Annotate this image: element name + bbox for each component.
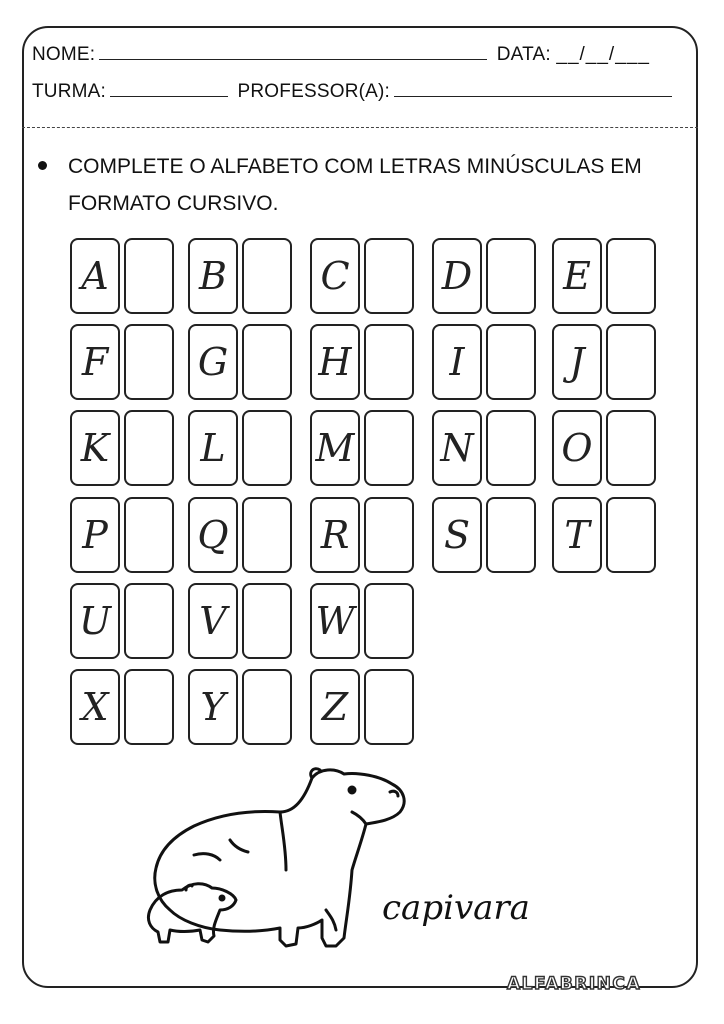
lowercase-answer-box[interactable] <box>606 410 656 486</box>
cursive-letter: H <box>318 340 352 384</box>
uppercase-letter-box <box>432 238 482 314</box>
lowercase-answer-box[interactable] <box>124 583 174 659</box>
cursive-letter: Q <box>197 513 229 557</box>
lowercase-answer-box[interactable] <box>124 497 174 573</box>
lowercase-answer-box[interactable] <box>364 669 414 745</box>
letter-pair <box>70 497 174 573</box>
uppercase-letter-box <box>188 497 238 573</box>
uppercase-letter-box <box>552 410 602 486</box>
uppercase-letter-box <box>188 238 238 314</box>
letter-pair <box>552 238 656 314</box>
lowercase-answer-box[interactable] <box>124 410 174 486</box>
uppercase-letter-box <box>310 324 360 400</box>
lowercase-answer-box[interactable] <box>364 410 414 486</box>
lowercase-answer-box[interactable] <box>242 497 292 573</box>
lowercase-answer-box[interactable] <box>124 324 174 400</box>
lowercase-answer-box[interactable] <box>364 497 414 573</box>
uppercase-letter-box <box>310 410 360 486</box>
uppercase-letter-box <box>552 497 602 573</box>
lowercase-answer-box[interactable] <box>486 238 536 314</box>
letter-pair <box>432 324 536 400</box>
nome-field[interactable] <box>99 58 487 60</box>
uppercase-letter-box <box>188 669 238 745</box>
brand-text: ALFABRINCA <box>506 974 642 994</box>
lowercase-answer-box[interactable] <box>606 324 656 400</box>
letter-pair <box>310 669 414 745</box>
letter-pair <box>310 324 414 400</box>
professor-label: PROFESSOR(A): <box>237 81 391 102</box>
uppercase-letter-box <box>70 497 120 573</box>
turma-field[interactable] <box>110 95 228 97</box>
letter-pair <box>188 497 292 573</box>
lowercase-answer-box[interactable] <box>242 583 292 659</box>
lowercase-answer-box[interactable] <box>242 669 292 745</box>
letter-pair <box>188 669 292 745</box>
cursive-letter: P <box>82 513 108 557</box>
lowercase-answer-box[interactable] <box>242 324 292 400</box>
uppercase-letter-box <box>432 324 482 400</box>
lowercase-answer-box[interactable] <box>242 410 292 486</box>
cursive-letter: F <box>81 340 109 384</box>
capybara-icon <box>130 760 420 975</box>
turma-label: TURMA: <box>32 81 107 102</box>
lowercase-answer-box[interactable] <box>124 238 174 314</box>
uppercase-letter-box <box>432 410 482 486</box>
uppercase-letter-box <box>310 497 360 573</box>
bullet-icon <box>38 161 47 170</box>
cursive-letter: B <box>199 254 227 298</box>
uppercase-letter-box <box>432 497 482 573</box>
letter-pair <box>310 410 414 486</box>
letter-pair <box>310 238 414 314</box>
letter-pair <box>310 497 414 573</box>
letter-pair <box>432 238 536 314</box>
cursive-letter: G <box>197 340 229 384</box>
nome-label: NOME: <box>32 44 96 65</box>
cursive-letter: A <box>81 254 109 298</box>
letter-pair <box>188 324 292 400</box>
cursive-letter: Z <box>321 685 349 729</box>
uppercase-letter-box <box>188 324 238 400</box>
cursive-letter: N <box>440 426 474 470</box>
uppercase-letter-box <box>552 238 602 314</box>
instruction-text: COMPLETE O ALFABETO COM LETRAS MINÚSCULAS EM FORMATO CURSIVO. <box>68 155 642 215</box>
uppercase-letter-box <box>310 669 360 745</box>
lowercase-answer-box[interactable] <box>606 238 656 314</box>
uppercase-letter-box <box>188 410 238 486</box>
cursive-letter: Y <box>200 685 226 729</box>
cursive-letter: D <box>441 254 473 298</box>
cursive-letter: J <box>569 340 585 384</box>
cursive-letter: C <box>320 254 350 298</box>
letter-pair <box>552 497 656 573</box>
lowercase-answer-box[interactable] <box>242 238 292 314</box>
lowercase-answer-box[interactable] <box>364 324 414 400</box>
lowercase-answer-box[interactable] <box>124 669 174 745</box>
uppercase-letter-box <box>70 238 120 314</box>
cursive-letter: K <box>80 426 110 470</box>
turma-row <box>32 81 676 103</box>
alfabrinca-logo <box>498 972 650 994</box>
uppercase-letter-box <box>188 583 238 659</box>
lowercase-answer-box[interactable] <box>606 497 656 573</box>
letter-pair <box>70 583 174 659</box>
header-section <box>22 26 698 128</box>
letter-pair <box>188 238 292 314</box>
letter-pair <box>310 583 414 659</box>
letter-pair <box>432 497 536 573</box>
cursive-letter: X <box>81 685 109 729</box>
cursive-letter: I <box>449 340 465 384</box>
data-label: DATA: <box>496 44 551 65</box>
cursive-letter: T <box>564 513 590 557</box>
cursive-letter: L <box>200 426 226 470</box>
letter-pair <box>70 669 174 745</box>
lowercase-answer-box[interactable] <box>486 324 536 400</box>
cursive-letter: W <box>315 599 355 643</box>
date-field[interactable]: __/__/___ <box>556 44 650 65</box>
lowercase-answer-box[interactable] <box>486 497 536 573</box>
letter-pair <box>432 410 536 486</box>
uppercase-letter-box <box>70 324 120 400</box>
uppercase-letter-box <box>310 583 360 659</box>
cursive-letter: M <box>315 426 355 470</box>
letter-pair <box>70 238 174 314</box>
uppercase-letter-box <box>310 238 360 314</box>
uppercase-letter-box <box>552 324 602 400</box>
cursive-letter: V <box>199 599 227 643</box>
letter-pair <box>188 410 292 486</box>
letter-pair <box>70 410 174 486</box>
cursive-letter: E <box>563 254 591 298</box>
cursive-letter: R <box>320 513 350 557</box>
caption-capivara: capivara <box>382 888 530 928</box>
professor-field[interactable] <box>394 95 672 97</box>
lowercase-answer-box[interactable] <box>364 583 414 659</box>
letter-pair <box>552 410 656 486</box>
uppercase-letter-box <box>70 669 120 745</box>
lowercase-answer-box[interactable] <box>364 238 414 314</box>
uppercase-letter-box <box>70 583 120 659</box>
cursive-letter: S <box>443 513 471 557</box>
cursive-letter: U <box>78 599 112 643</box>
nome-row <box>32 44 650 66</box>
letter-pair <box>552 324 656 400</box>
cursive-letter: O <box>561 426 593 470</box>
lowercase-answer-box[interactable] <box>486 410 536 486</box>
uppercase-letter-box <box>70 410 120 486</box>
letter-pair <box>70 324 174 400</box>
letter-pair <box>188 583 292 659</box>
